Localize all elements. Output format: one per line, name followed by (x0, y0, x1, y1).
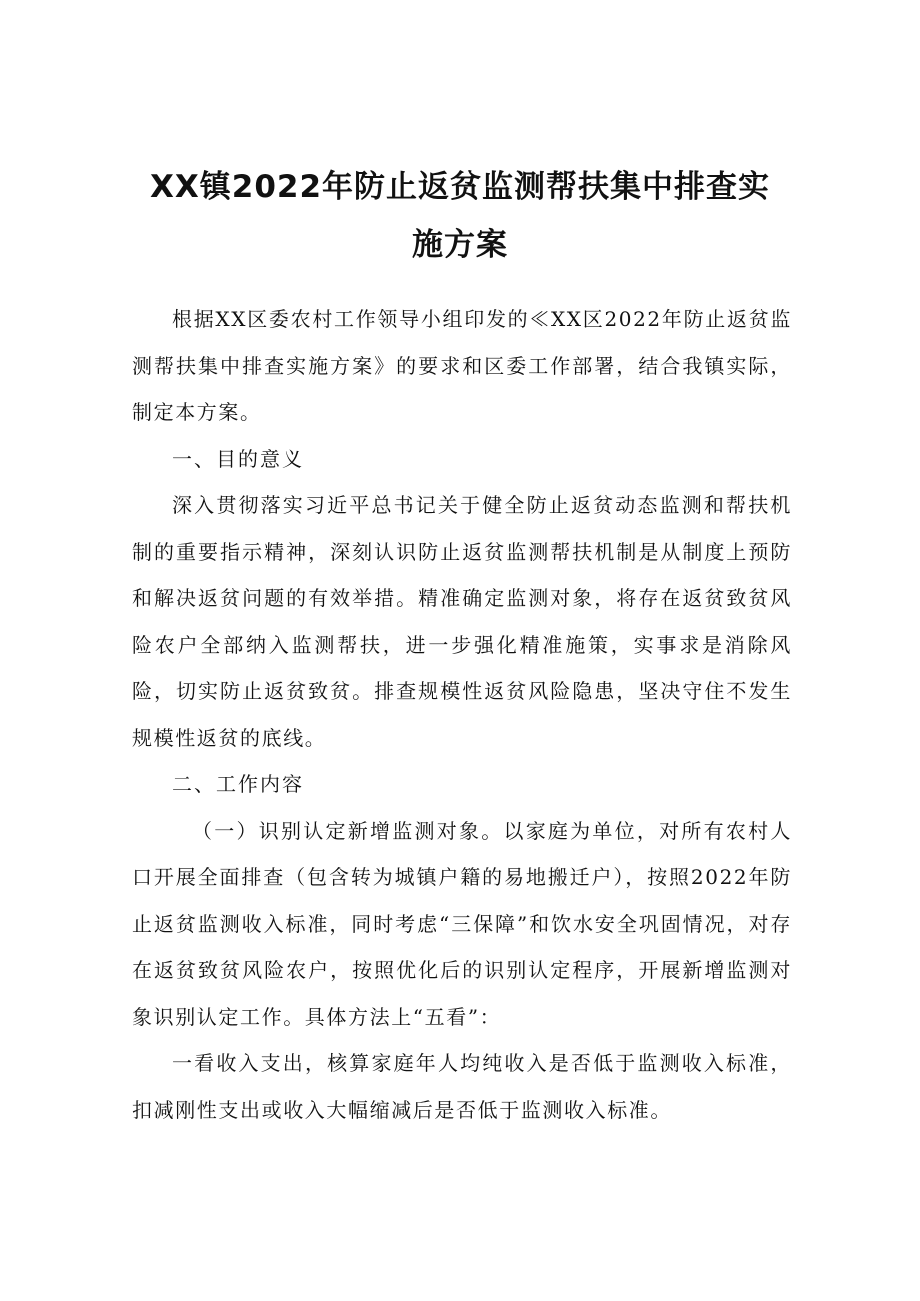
title-line-2: 施方案 (412, 227, 508, 263)
document-title (130, 158, 790, 274)
document-body (132, 296, 792, 1133)
intro-paragraph: 根据XX区委农村工作领导小组印发的≪XX区2022年防止返贫监测帮扶集中排查实施方案》的要求和区委工作部署，结合我镇实际，制定本方案。 (132, 307, 792, 424)
section-2-look-1-paragraph: 一看收入支出，核算家庭年人均纯收入是否低于监测收入标准，扣减刚性支出或收入大幅缩减后是否低于监测收入标准。 (132, 1051, 792, 1122)
section-1-heading: 一、目的意义 (172, 446, 304, 471)
section-1-paragraph: 深入贯彻落实习近平总书记关于健全防止返贫动态监测和帮扶机制的重要指示精神，深刻认识防止返贫监测帮扶机制是从制度上预防和解决返贫问题的有效举措。精准确定监测对象，将存在返贫致贫风险农户全部纳入监测帮扶，进一步强化精准施策，实事求是消除风险，切实防止返贫致贫。排查规模性返贫风险隐患，坚决守住不发生规模性返贫的底线。 (132, 493, 792, 750)
section-2-heading: 二、工作内容 (172, 772, 304, 796)
title-line-1: XX镇2022年防止返贫监测帮扶集中排查实 (149, 169, 771, 205)
section-2-item-1-paragraph: （一）识别认定新增监测对象。以家庭为单位，对所有农村人口开展全面排查（包含转为城镇户籍的易地搬迁户），按照2022年防止返贫监测收入标准，同时考虑“三保障”和饮水安全巩固情况，对存在返贫致贫风险农户，按照优化后的识别认定程序，开展新增监测对象识别认定工作。具体方法上“五看”： (132, 818, 792, 1029)
